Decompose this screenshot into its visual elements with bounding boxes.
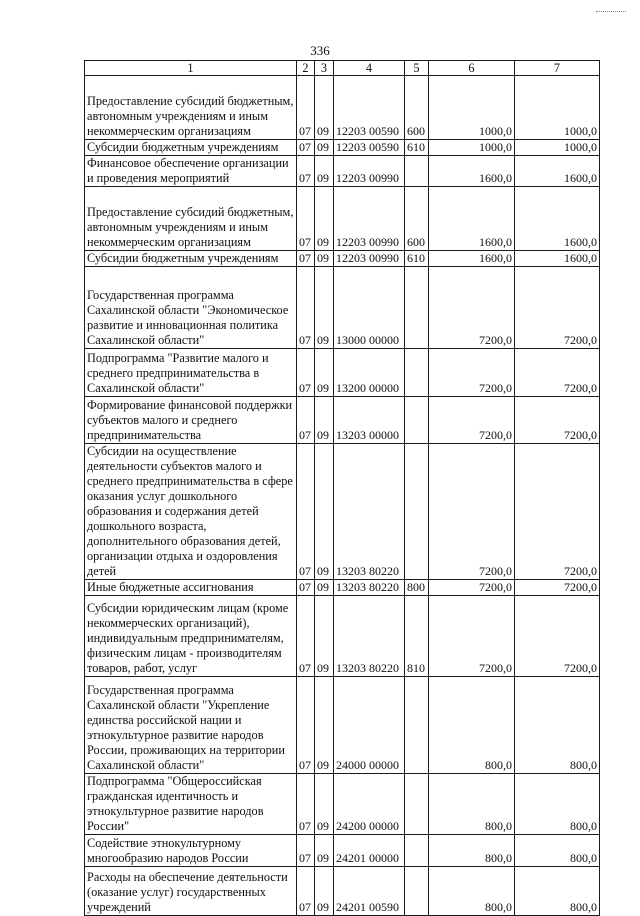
row-expense-type: 600 — [405, 187, 429, 251]
row-amount-1: 1600,0 — [429, 156, 515, 187]
row-section: 07 — [297, 444, 315, 580]
row-section: 07 — [297, 187, 315, 251]
row-subsection: 09 — [315, 444, 334, 580]
table-row — [85, 835, 600, 867]
row-name: Подпрограмма "Развитие малого и среднего предпринимательства в Сахалинской области" — [85, 349, 297, 397]
row-name: Финансовое обеспечение организации и проведения мероприятий — [85, 156, 297, 187]
row-target-code: 13000 00000 — [334, 267, 405, 349]
row-name: Субсидии бюджетным учреждениям — [85, 251, 297, 267]
row-target-code: 13203 80220 — [334, 580, 405, 596]
row-subsection: 09 — [315, 349, 334, 397]
row-amount-1: 7200,0 — [429, 580, 515, 596]
table-body — [85, 61, 600, 916]
row-target-code: 24200 00000 — [334, 774, 405, 835]
row-amount-1: 7200,0 — [429, 444, 515, 580]
column-header-4: 4 — [334, 61, 405, 76]
row-name: Государственная программа Сахалинской области "Экономическое развитие и инновационная политика Сахалинской области" — [85, 267, 297, 349]
row-name: Формирование финансовой поддержки субъектов малого и среднего предпринимательства — [85, 397, 297, 444]
table-row — [85, 397, 600, 444]
row-amount-1: 1600,0 — [429, 251, 515, 267]
row-amount-2: 800,0 — [515, 867, 600, 916]
column-header-5: 5 — [405, 61, 429, 76]
table-row — [85, 444, 600, 580]
row-subsection: 09 — [315, 397, 334, 444]
row-name: Предоставление субсидий бюджетным, автономным учреждениям и иным некоммерческим организациям — [85, 76, 297, 140]
row-expense-type: 610 — [405, 140, 429, 156]
row-name: Субсидии юридическим лицам (кроме некоммерческих организаций), индивидуальным предпринимателям, физическим лицам - производителям товаров, работ, услуг — [85, 596, 297, 677]
row-subsection: 09 — [315, 156, 334, 187]
table-row — [85, 349, 600, 397]
row-expense-type: 810 — [405, 596, 429, 677]
row-amount-2: 1000,0 — [515, 140, 600, 156]
row-expense-type: 610 — [405, 251, 429, 267]
row-amount-2: 7200,0 — [515, 580, 600, 596]
row-section: 07 — [297, 251, 315, 267]
row-name: Предоставление субсидий бюджетным, автономным учреждениям и иным некоммерческим организациям — [85, 187, 297, 251]
row-expense-type: 600 — [405, 76, 429, 140]
table-row — [85, 187, 600, 251]
row-expense-type — [405, 397, 429, 444]
column-header-7: 7 — [515, 61, 600, 76]
row-name: Субсидии бюджетным учреждениям — [85, 140, 297, 156]
row-amount-2: 800,0 — [515, 835, 600, 867]
row-expense-type — [405, 267, 429, 349]
row-expense-type — [405, 349, 429, 397]
row-target-code: 12203 00990 — [334, 156, 405, 187]
row-amount-2: 1600,0 — [515, 251, 600, 267]
row-amount-1: 1000,0 — [429, 76, 515, 140]
row-amount-1: 7200,0 — [429, 349, 515, 397]
row-amount-1: 800,0 — [429, 677, 515, 774]
column-header-1: 1 — [85, 61, 297, 76]
row-amount-2: 7200,0 — [515, 397, 600, 444]
row-name: Содействие этнокультурному многообразию народов России — [85, 835, 297, 867]
row-section: 07 — [297, 76, 315, 140]
row-target-code: 13203 80220 — [334, 444, 405, 580]
row-section: 07 — [297, 156, 315, 187]
table-row — [85, 677, 600, 774]
row-amount-2: 7200,0 — [515, 267, 600, 349]
row-section: 07 — [297, 580, 315, 596]
row-target-code: 12203 00990 — [334, 187, 405, 251]
row-amount-2: 7200,0 — [515, 349, 600, 397]
row-section: 07 — [297, 140, 315, 156]
budget-table — [84, 60, 600, 916]
row-target-code: 12203 00590 — [334, 76, 405, 140]
row-section: 07 — [297, 349, 315, 397]
row-subsection: 09 — [315, 596, 334, 677]
row-expense-type: 800 — [405, 580, 429, 596]
column-header-6: 6 — [429, 61, 515, 76]
row-name: Государственная программа Сахалинской области "Укрепление единства российской нации и этнокультурное развитие народов России, проживающих на территории Сахалинской области" — [85, 677, 297, 774]
row-amount-1: 7200,0 — [429, 267, 515, 349]
row-amount-2: 1000,0 — [515, 76, 600, 140]
row-amount-2: 1600,0 — [515, 187, 600, 251]
row-section: 07 — [297, 267, 315, 349]
column-header-2: 2 — [297, 61, 315, 76]
row-name: Подпрограмма "Общероссийская гражданская идентичность и этнокультурное развитие народов России" — [85, 774, 297, 835]
row-subsection: 09 — [315, 580, 334, 596]
row-amount-2: 7200,0 — [515, 596, 600, 677]
table-header-row — [85, 61, 600, 76]
row-target-code: 13203 00000 — [334, 397, 405, 444]
row-expense-type — [405, 867, 429, 916]
row-amount-1: 800,0 — [429, 835, 515, 867]
row-target-code: 13203 80220 — [334, 596, 405, 677]
row-target-code: 12203 00990 — [334, 251, 405, 267]
row-subsection: 09 — [315, 140, 334, 156]
row-section: 07 — [297, 835, 315, 867]
table-row — [85, 251, 600, 267]
table-row — [85, 867, 600, 916]
row-expense-type — [405, 677, 429, 774]
row-target-code: 12203 00590 — [334, 140, 405, 156]
row-target-code: 13200 00000 — [334, 349, 405, 397]
row-subsection: 09 — [315, 76, 334, 140]
row-target-code: 24201 00590 — [334, 867, 405, 916]
row-amount-1: 1000,0 — [429, 140, 515, 156]
row-amount-1: 7200,0 — [429, 596, 515, 677]
row-section: 07 — [297, 397, 315, 444]
row-subsection: 09 — [315, 251, 334, 267]
row-subsection: 09 — [315, 677, 334, 774]
page-number: 336 — [310, 43, 330, 58]
row-expense-type — [405, 444, 429, 580]
row-subsection: 09 — [315, 774, 334, 835]
row-amount-1: 800,0 — [429, 774, 515, 835]
table-row — [85, 76, 600, 140]
row-subsection: 09 — [315, 187, 334, 251]
budget-table-container — [84, 60, 599, 914]
table-row — [85, 140, 600, 156]
row-target-code: 24000 00000 — [334, 677, 405, 774]
row-subsection: 09 — [315, 267, 334, 349]
row-section: 07 — [297, 596, 315, 677]
row-expense-type — [405, 774, 429, 835]
row-section: 07 — [297, 774, 315, 835]
row-expense-type — [405, 156, 429, 187]
row-amount-1: 800,0 — [429, 867, 515, 916]
table-row — [85, 580, 600, 596]
row-section: 07 — [297, 677, 315, 774]
column-header-3: 3 — [315, 61, 334, 76]
row-expense-type — [405, 835, 429, 867]
row-amount-2: 7200,0 — [515, 444, 600, 580]
row-name: Субсидии на осуществление деятельности субъектов малого и среднего предпринимательства в сфере оказания услуг дошкольного образования и содержания детей дошкольного возраста, дополнительного образования детей, организации отдыха и оздоровления детей — [85, 444, 297, 580]
row-name: Иные бюджетные ассигнования — [85, 580, 297, 596]
table-row — [85, 774, 600, 835]
row-subsection: 09 — [315, 835, 334, 867]
row-amount-2: 800,0 — [515, 677, 600, 774]
row-amount-2: 1600,0 — [515, 156, 600, 187]
table-row — [85, 267, 600, 349]
row-subsection: 09 — [315, 867, 334, 916]
row-amount-2: 800,0 — [515, 774, 600, 835]
row-section: 07 — [297, 867, 315, 916]
row-name: Расходы на обеспечение деятельности (оказание услуг) государственных учреждений — [85, 867, 297, 916]
table-row — [85, 596, 600, 677]
row-amount-1: 1600,0 — [429, 187, 515, 251]
row-amount-1: 7200,0 — [429, 397, 515, 444]
corner-mark — [596, 11, 626, 12]
table-row — [85, 156, 600, 187]
row-target-code: 24201 00000 — [334, 835, 405, 867]
